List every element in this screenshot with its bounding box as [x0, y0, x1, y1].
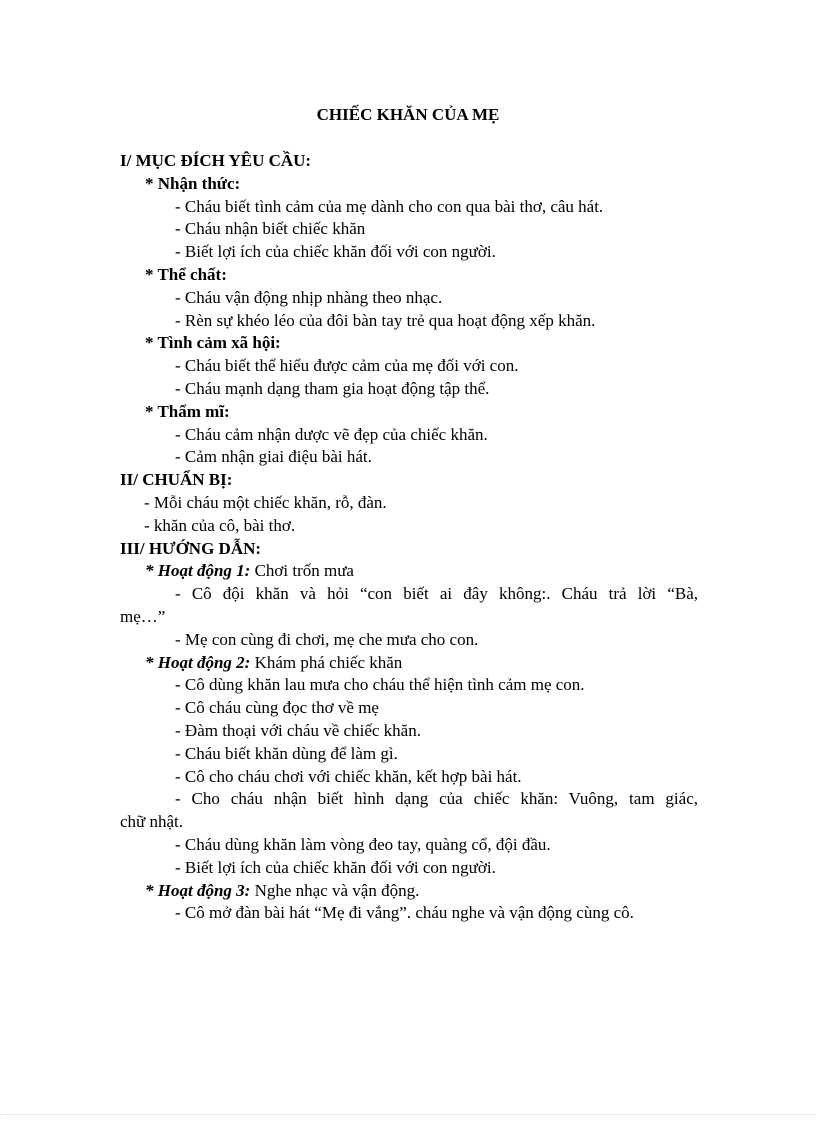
list-item: - Đàm thoại với cháu về chiếc khăn.: [175, 720, 421, 740]
list-item: - Cảm nhận giai điệu bài hát.: [175, 447, 372, 467]
list-item: - Cháu mạnh dạng tham gia hoạt động tập thể.: [175, 378, 490, 398]
activity-2-heading: [120, 652, 698, 675]
subheading-cognition: * Nhận thức:: [145, 173, 241, 193]
list-item: - Cháu biết tình cảm của mẹ dành cho con qua bài thơ, câu hát.: [175, 196, 604, 216]
list-item: - Cô đội khăn và hỏi “con biết ai đây không:. Cháu trả lời “Bà,: [175, 584, 698, 604]
list-item: - Cô mở đàn bài hát “Mẹ đi vắng”. cháu nghe và vận động cùng cô.: [175, 903, 634, 923]
activity-2-name: Khám phá chiếc khăn: [250, 652, 403, 672]
activity-1-name: Chơi trốn mưa: [250, 561, 354, 581]
list-item: - Cháu biết thể hiểu được cảm của mẹ đối với con.: [175, 356, 519, 376]
activity-2-label: * Hoạt động 2:: [145, 652, 251, 672]
section-heading-preparation: II/ CHUẨN BỊ:: [120, 470, 233, 490]
list-item: - Mỗi cháu một chiếc khăn, rỗ, đàn.: [144, 492, 387, 512]
list-item: - Mẹ con cùng đi chơi, mẹ che mưa cho con.: [175, 629, 479, 649]
list-item-continuation: mẹ…”: [120, 606, 166, 626]
document-body: [120, 150, 698, 925]
activity-1-label: * Hoạt động 1:: [145, 561, 251, 581]
subheading-physical: * Thể chất:: [145, 264, 227, 284]
list-item: - Cho cháu nhận biết hình dạng của chiếc khăn: Vuông, tam giác,: [175, 789, 698, 809]
list-item: - Rèn sự khéo léo của đôi bàn tay trẻ qua hoạt động xếp khăn.: [175, 310, 596, 330]
activity-3-heading: [120, 880, 698, 903]
subheading-social-emotional: * Tình cảm xã hội:: [145, 333, 281, 353]
list-item: - Cháu nhận biết chiếc khăn: [175, 219, 366, 239]
list-item: - Biết lợi ích của chiếc khăn đối với con người.: [175, 857, 496, 877]
activity-3-label: * Hoạt động 3:: [145, 880, 251, 900]
list-item: - Biết lợi ích của chiếc khăn đối với con người.: [175, 242, 496, 262]
list-item: - Cháu cảm nhận dược vẽ đẹp của chiếc khăn.: [175, 424, 488, 444]
activity-3-name: Nghe nhạc và vận động.: [250, 880, 420, 900]
list-item: - Cháu biết khăn dùng để làm gì.: [175, 743, 398, 763]
document-title: CHIẾC KHĂN CỦA MẸ: [316, 105, 500, 124]
list-item: - Cô cháu cùng đọc thơ về mẹ: [175, 698, 379, 718]
list-item: - Cô cho cháu chơi với chiếc khăn, kết hợp bài hát.: [175, 766, 522, 786]
list-item: - Cháu vận động nhịp nhàng theo nhạc.: [175, 287, 443, 307]
list-item: - Cô dùng khăn lau mưa cho cháu thể hiện tình cảm mẹ con.: [175, 675, 585, 695]
list-item-continuation: chữ nhật.: [120, 812, 184, 832]
subheading-aesthetics: * Thẩm mĩ:: [145, 401, 230, 421]
activity-1-heading: [120, 560, 698, 583]
list-item: - Cháu dùng khăn làm vòng đeo tay, quàng cổ, đội đầu.: [175, 834, 551, 854]
page-bottom-divider: [0, 1114, 816, 1115]
section-heading-purpose: I/ MỤC ĐÍCH YÊU CẦU:: [120, 151, 312, 170]
list-item: - khăn của cô, bài thơ.: [144, 515, 296, 535]
section-heading-guide: III/ HƯỚNG DẪN:: [120, 538, 262, 558]
